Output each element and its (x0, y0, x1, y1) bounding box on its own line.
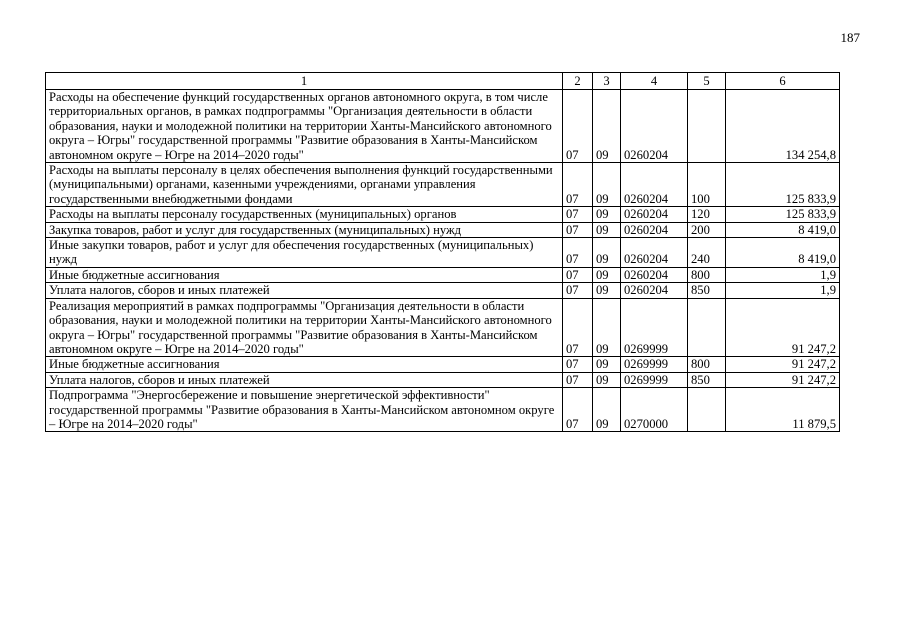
target-article-code: 0260204 (621, 267, 688, 282)
expense-type-code: 850 (688, 283, 726, 298)
table-row (46, 298, 840, 357)
table-row (46, 238, 840, 268)
subsection-code: 09 (593, 357, 621, 372)
expense-type-code (688, 388, 726, 432)
section-code: 07 (563, 388, 593, 432)
budget-table (45, 72, 840, 432)
expense-type-code: 850 (688, 372, 726, 387)
target-article-code: 0269999 (621, 298, 688, 357)
amount: 1,9 (726, 283, 840, 298)
row-name: Уплата налогов, сборов и иных платежей (46, 283, 563, 298)
subsection-code: 09 (593, 163, 621, 207)
section-code: 07 (563, 90, 593, 163)
expense-type-code: 800 (688, 267, 726, 282)
amount: 91 247,2 (726, 298, 840, 357)
row-name: Закупка товаров, работ и услуг для государственных (муниципальных) нужд (46, 222, 563, 237)
table-row (46, 163, 840, 207)
table-row (46, 222, 840, 237)
row-name: Расходы на выплаты персоналу в целях обеспечения выполнения функций государственными (муниципальными) органами, казенными учреждениями, органами управления государственными внебюджетными фондами (46, 163, 563, 207)
row-name: Иные бюджетные ассигнования (46, 267, 563, 282)
table-row (46, 283, 840, 298)
amount: 1,9 (726, 267, 840, 282)
row-name: Реализация мероприятий в рамках подпрограммы "Организация деятельности в области образования, науки и молодежной политики на территории Ханты-Мансийского автономного округа – Югры" государственной программы "Развитие образования в Ханты-Мансийском автономном округе – Югре на 2014–2020 годы" (46, 298, 563, 357)
target-article-code: 0260204 (621, 283, 688, 298)
table-row (46, 357, 840, 372)
page-number: 187 (840, 30, 860, 45)
row-name: Иные закупки товаров, работ и услуг для обеспечения государственных (муниципальных) нужд (46, 238, 563, 268)
header-cell: 5 (688, 73, 726, 90)
subsection-code: 09 (593, 267, 621, 282)
row-name: Иные бюджетные ассигнования (46, 357, 563, 372)
section-code: 07 (563, 283, 593, 298)
row-name: Подпрограмма "Энергосбережение и повышение энергетической эффективности" государственной программы "Развитие образования в Ханты-Мансийском автономном округе – Югре на 2014–2020 годы" (46, 388, 563, 432)
subsection-code: 09 (593, 238, 621, 268)
subsection-code: 09 (593, 207, 621, 222)
amount: 125 833,9 (726, 207, 840, 222)
expense-type-code: 100 (688, 163, 726, 207)
section-code: 07 (563, 222, 593, 237)
row-name: Уплата налогов, сборов и иных платежей (46, 372, 563, 387)
amount: 134 254,8 (726, 90, 840, 163)
expense-type-code: 240 (688, 238, 726, 268)
row-name: Расходы на обеспечение функций государственных органов автономного округа, в том числе территориальных органов, в рамках подпрограммы "Организация деятельности в области образования, науки и молодежной политики на территории Ханты-Мансийского автономного округа – Югры" государственной программы "Развитие образования в Ханты-Мансийском автономном округе – Югре на 2014–2020 годы" (46, 90, 563, 163)
target-article-code: 0270000 (621, 388, 688, 432)
table-row (46, 267, 840, 282)
subsection-code: 09 (593, 283, 621, 298)
header-row (46, 73, 840, 90)
amount: 11 879,5 (726, 388, 840, 432)
subsection-code: 09 (593, 90, 621, 163)
subsection-code: 09 (593, 372, 621, 387)
amount: 91 247,2 (726, 357, 840, 372)
target-article-code: 0260204 (621, 238, 688, 268)
section-code: 07 (563, 372, 593, 387)
amount: 8 419,0 (726, 222, 840, 237)
table-row (46, 90, 840, 163)
expense-type-code: 800 (688, 357, 726, 372)
target-article-code: 0269999 (621, 372, 688, 387)
row-name: Расходы на выплаты персоналу государственных (муниципальных) органов (46, 207, 563, 222)
amount: 8 419,0 (726, 238, 840, 268)
target-article-code: 0260204 (621, 163, 688, 207)
section-code: 07 (563, 238, 593, 268)
expense-type-code (688, 298, 726, 357)
amount: 91 247,2 (726, 372, 840, 387)
section-code: 07 (563, 267, 593, 282)
target-article-code: 0269999 (621, 357, 688, 372)
target-article-code: 0260204 (621, 90, 688, 163)
subsection-code: 09 (593, 222, 621, 237)
subsection-code: 09 (593, 388, 621, 432)
header-cell: 6 (726, 73, 840, 90)
expense-type-code: 200 (688, 222, 726, 237)
section-code: 07 (563, 163, 593, 207)
table-row (46, 372, 840, 387)
table-row (46, 388, 840, 432)
amount: 125 833,9 (726, 163, 840, 207)
header-cell: 4 (621, 73, 688, 90)
section-code: 07 (563, 298, 593, 357)
section-code: 07 (563, 207, 593, 222)
target-article-code: 0260204 (621, 207, 688, 222)
expense-type-code: 120 (688, 207, 726, 222)
subsection-code: 09 (593, 298, 621, 357)
section-code: 07 (563, 357, 593, 372)
header-cell: 2 (563, 73, 593, 90)
header-cell: 1 (46, 73, 563, 90)
expense-type-code (688, 90, 726, 163)
table-row (46, 207, 840, 222)
header-cell: 3 (593, 73, 621, 90)
target-article-code: 0260204 (621, 222, 688, 237)
